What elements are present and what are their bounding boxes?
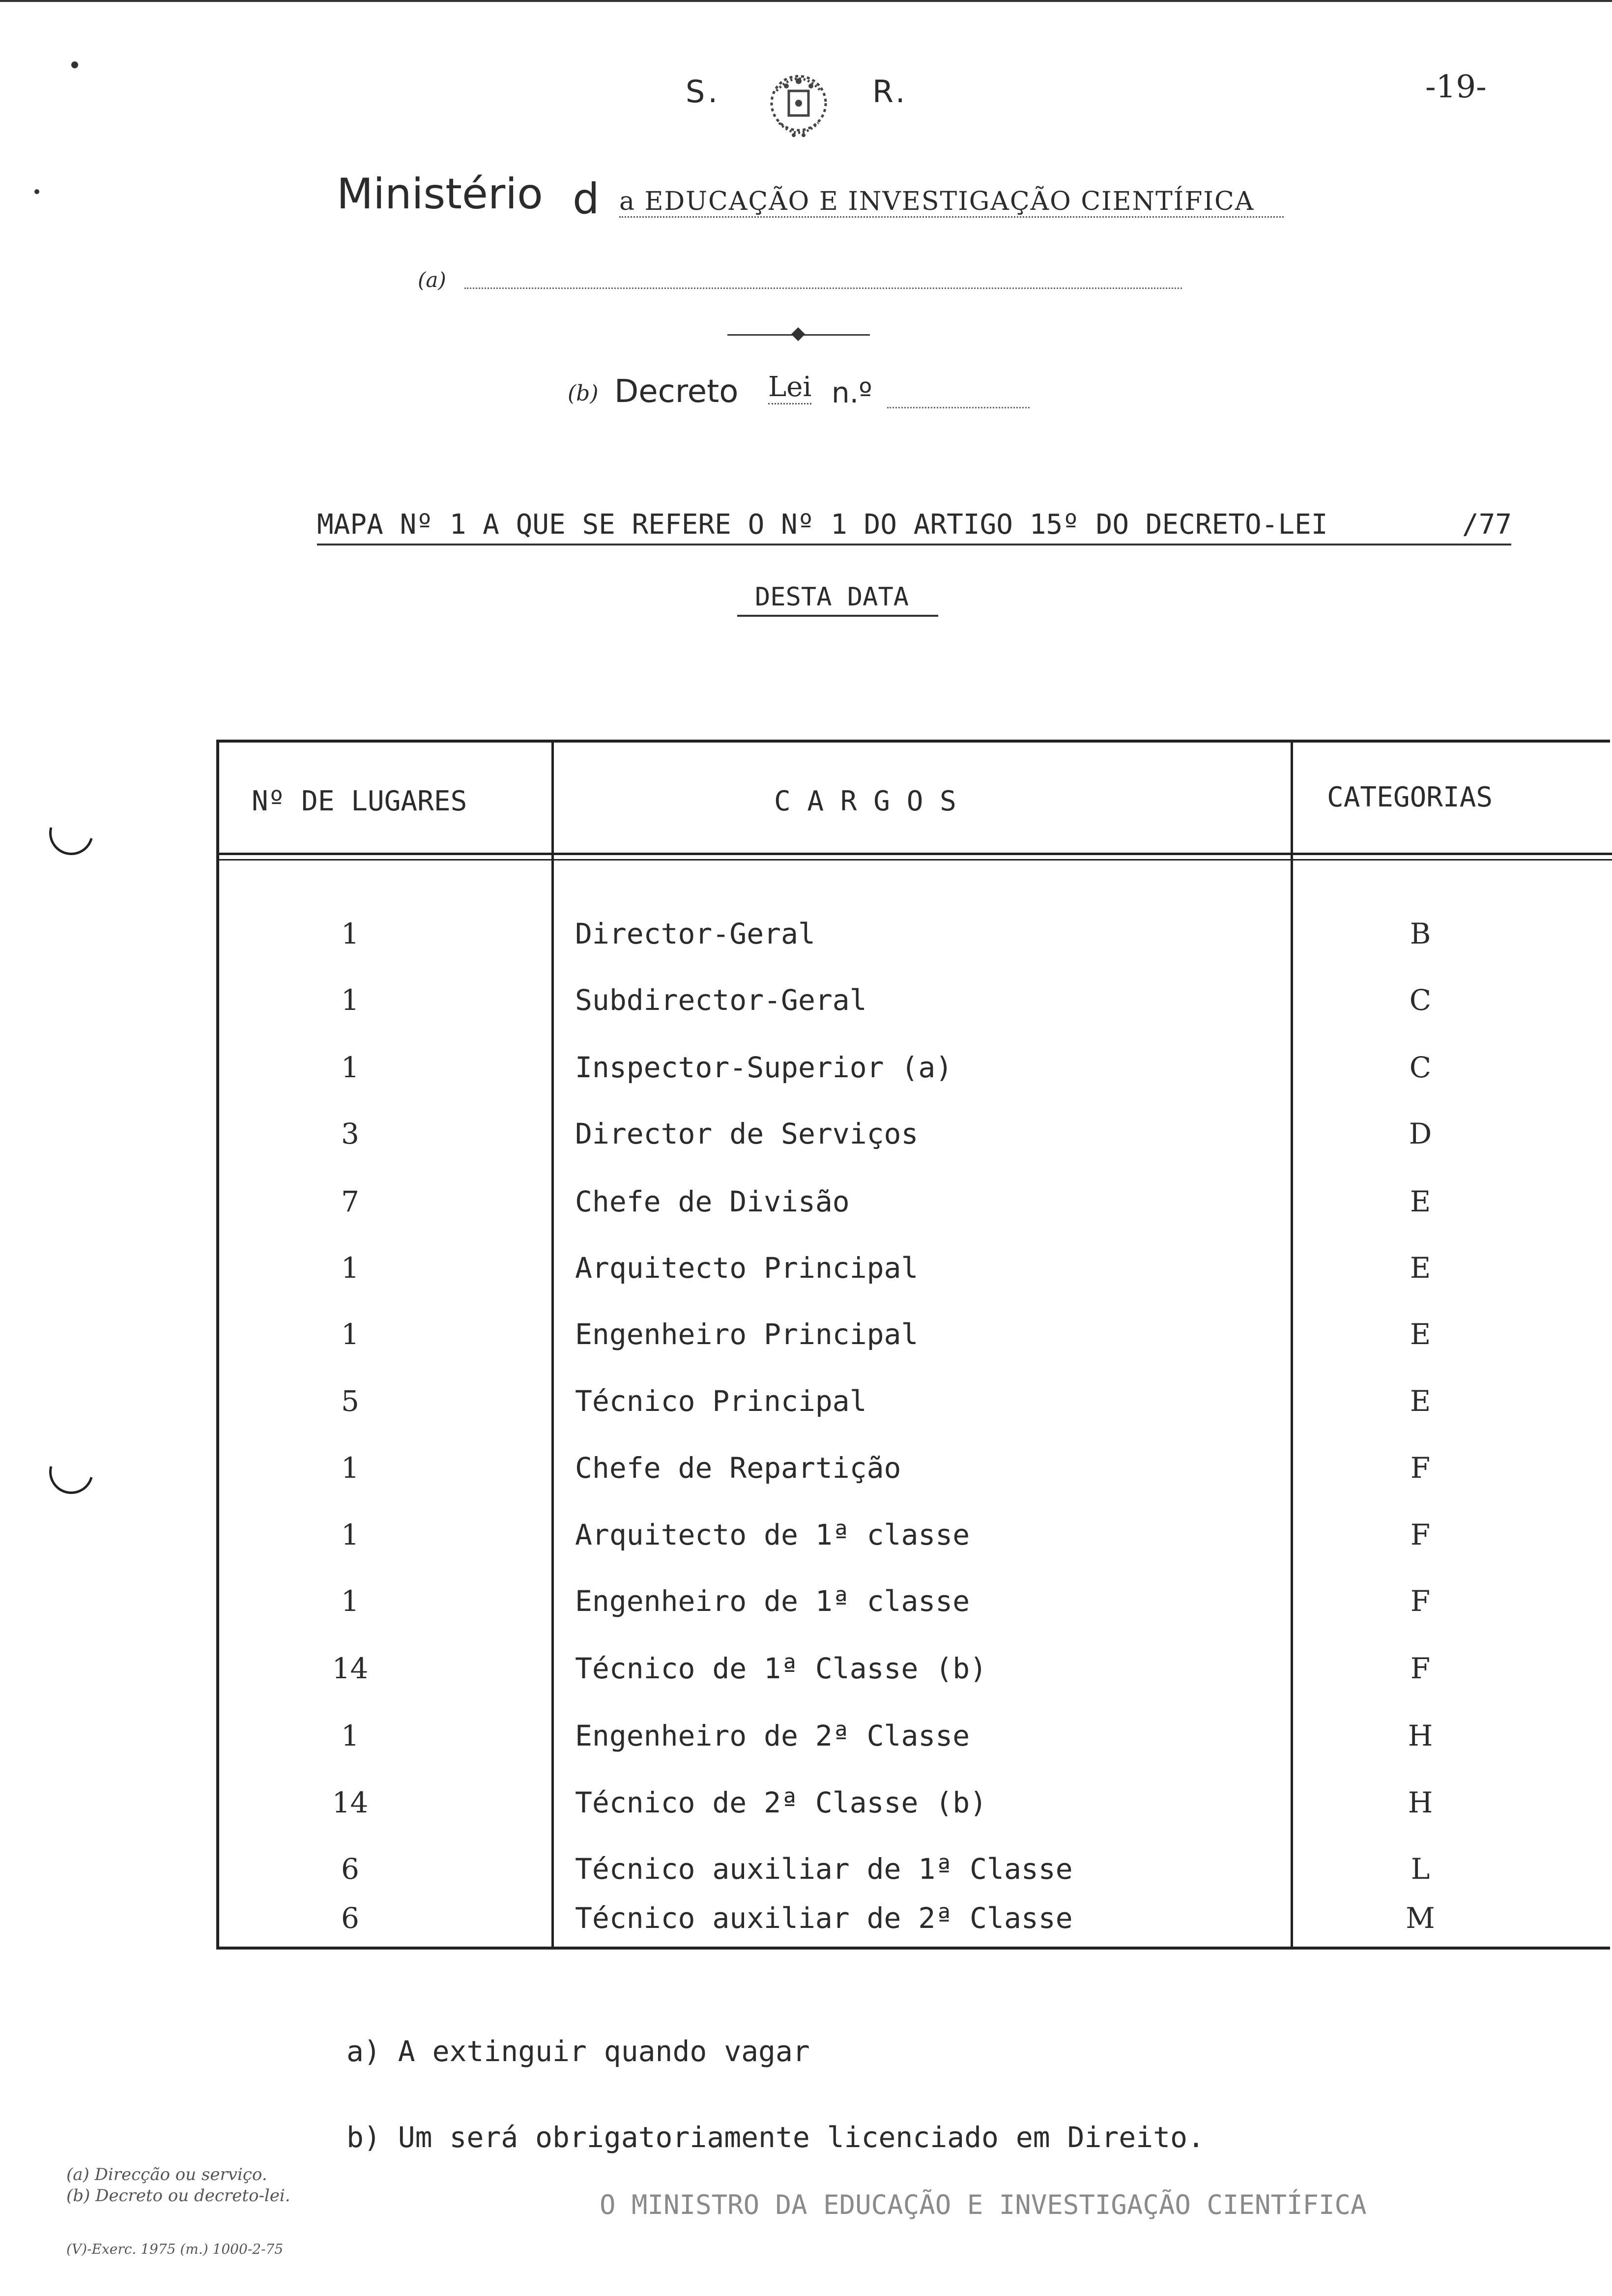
lugares-cell: 1 [341, 1451, 359, 1485]
ministry-preposition: d [573, 174, 600, 224]
page-number: -19- [1425, 69, 1487, 105]
lugares-cell: 6 [341, 1852, 359, 1886]
categoria-cell: E [1410, 1185, 1431, 1218]
minister-signature-line: O MINISTRO DA EDUCAÇÃO E INVESTIGAÇÃO CIENTÍFICA [600, 2189, 1367, 2220]
table-row [216, 1179, 1612, 1224]
map-title-year: /77 [1462, 509, 1512, 541]
map-title-text: MAPA Nº 1 A QUE SE REFERE O Nº 1 DO ARTIGO 15º DO DECRETO-LEI [317, 509, 1328, 541]
page-top-border [0, 0, 1612, 2]
categoria-cell: B [1410, 917, 1431, 950]
table-row [216, 1446, 1612, 1490]
margin-dot [34, 189, 39, 194]
lugares-cell: 1 [341, 1318, 359, 1351]
lugares-cell: 1 [341, 917, 359, 950]
cargo-cell: Engenheiro de 1ª classe [575, 1584, 970, 1618]
categoria-cell: F [1410, 1518, 1431, 1551]
ministry-label: Ministério [337, 170, 543, 219]
table-row [216, 1646, 1612, 1691]
decreto-number-dotted-line [887, 407, 1030, 408]
table-row [216, 1379, 1612, 1423]
categoria-cell: E [1410, 1384, 1431, 1418]
note-b: b) Um será obrigatoriamente licenciado em Direito. [346, 2121, 1205, 2154]
categoria-cell: D [1409, 1117, 1432, 1150]
decreto-type: Lei [768, 371, 811, 404]
table-row [216, 1579, 1612, 1623]
categoria-cell: M [1406, 1901, 1435, 1935]
cargo-cell: Arquitecto de 1ª classe [575, 1518, 970, 1551]
categoria-cell: H [1408, 1719, 1433, 1752]
lugares-cell: 1 [341, 1518, 359, 1551]
lugares-cell: 1 [341, 1251, 359, 1285]
cargo-cell: Técnico de 2ª Classe (b) [575, 1786, 987, 1819]
table-row [216, 1112, 1612, 1156]
header-r-letter: R. [872, 74, 908, 110]
lugares-cell: 14 [332, 1652, 369, 1685]
column-header-lugares: Nº DE LUGARES [252, 785, 467, 817]
cargo-cell: Engenheiro Principal [575, 1318, 919, 1351]
table-row [216, 1780, 1612, 1825]
cargo-cell: Subdirector-Geral [575, 983, 867, 1017]
cargo-cell: Técnico de 1ª Classe (b) [575, 1652, 987, 1685]
cargo-cell: Técnico auxiliar de 2ª Classe [575, 1901, 1073, 1935]
decreto-label: Decreto [614, 373, 739, 410]
map-title [317, 509, 1511, 545]
field-a-dotted-line [464, 287, 1182, 289]
table-row [216, 1246, 1612, 1290]
categoria-cell: L [1410, 1852, 1430, 1886]
legend-a: (a) Direcção ou serviço. [66, 2165, 267, 2184]
cargo-cell: Técnico auxiliar de 1ª Classe [575, 1852, 1073, 1886]
categoria-cell: F [1410, 1584, 1431, 1618]
print-code: (V)-Exerc. 1975 (m.) 1000-2-75 [66, 2241, 284, 2257]
table-row [216, 1312, 1612, 1356]
table-header-rule [216, 859, 1612, 861]
cargo-cell: Director de Serviços [575, 1117, 919, 1150]
note-a: a) A extinguir quando vagar [346, 2035, 810, 2068]
table-row [216, 1847, 1612, 1891]
legend-b: (b) Decreto ou decreto-lei. [66, 2186, 290, 2206]
field-a-label: (a) [418, 268, 446, 292]
cargo-cell: Chefe de Repartição [575, 1451, 901, 1485]
table-row [216, 1714, 1612, 1758]
lugares-cell: 14 [332, 1786, 369, 1819]
categoria-cell: F [1410, 1451, 1431, 1485]
cargo-cell: Inspector-Superior (a) [575, 1051, 953, 1084]
lugares-cell: 7 [341, 1185, 359, 1218]
categoria-cell: C [1409, 983, 1432, 1017]
margin-dot [71, 61, 78, 68]
decreto-number-label: n.º [832, 376, 872, 409]
cargo-cell: Chefe de Divisão [575, 1185, 850, 1218]
table-row [216, 1896, 1612, 1940]
column-header-cargos: C A R G O S [774, 785, 956, 817]
lugares-cell: 1 [341, 983, 359, 1017]
cargo-cell: Arquitecto Principal [575, 1251, 919, 1285]
lugares-cell: 6 [341, 1901, 359, 1935]
margin-hole-mark [41, 803, 102, 863]
categoria-cell: C [1409, 1051, 1432, 1084]
divider-diamond [791, 327, 805, 341]
lugares-cell: 1 [341, 1719, 359, 1752]
cargo-cell: Técnico Principal [575, 1384, 867, 1418]
table-header-rule [216, 853, 1612, 855]
map-subtitle: DESTA DATA [737, 582, 938, 617]
categoria-cell: E [1410, 1251, 1431, 1285]
coat-of-arms-emblem [749, 61, 848, 145]
lugares-cell: 1 [341, 1584, 359, 1618]
column-header-categorias: CATEGORIAS [1327, 781, 1493, 813]
field-b-label: (b) [568, 381, 599, 406]
lugares-cell: 5 [341, 1384, 359, 1418]
cargo-cell: Engenheiro de 2ª Classe [575, 1719, 970, 1752]
header-s-letter: S. [686, 74, 721, 110]
lugares-cell: 1 [341, 1051, 359, 1084]
ministry-name: a EDUCAÇÃO E INVESTIGAÇÃO CIENTÍFICA [619, 187, 1284, 218]
categoria-cell: H [1408, 1786, 1433, 1819]
table-row [216, 1513, 1612, 1557]
table-row [216, 978, 1612, 1022]
margin-hole-mark [41, 1442, 102, 1502]
categoria-cell: F [1410, 1652, 1431, 1685]
table-row [216, 1045, 1612, 1090]
table-row [216, 912, 1612, 956]
cargo-cell: Director-Geral [575, 917, 815, 950]
categoria-cell: E [1410, 1318, 1431, 1351]
lugares-cell: 3 [341, 1117, 359, 1150]
